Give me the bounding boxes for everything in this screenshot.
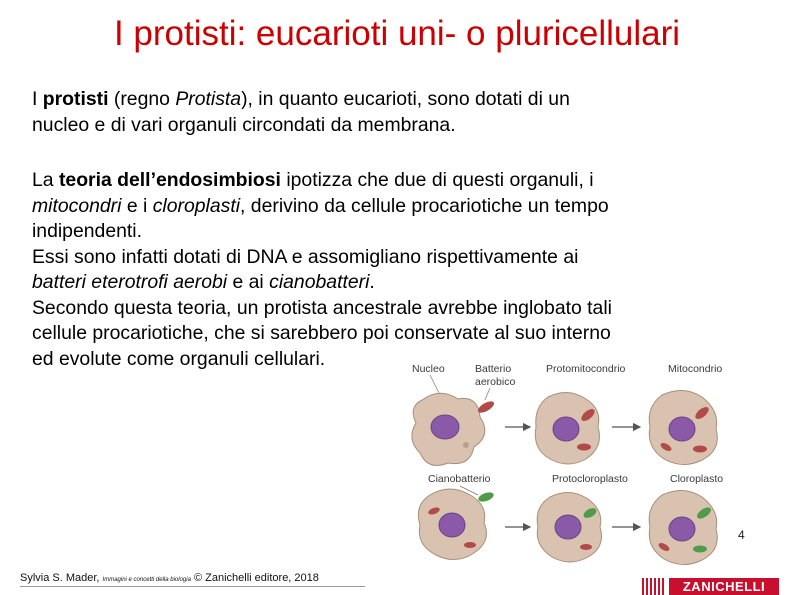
text-run: e ai	[227, 271, 270, 293]
text-run: ipotizza che due di questi organuli, i	[280, 169, 594, 191]
term-cloroplasti: cloroplasti	[152, 194, 241, 217]
term-protisti: protisti	[42, 88, 109, 110]
text-line: nucleo e di vari organuli circondati da membrana.	[32, 113, 456, 136]
label-protocloroplasto: Protocloroplasto	[552, 473, 628, 485]
text-run: .	[369, 271, 375, 293]
label-protomitocondrio: Protomitocondrio	[546, 363, 626, 375]
label-mitocondrio: Mitocondrio	[668, 363, 723, 375]
footer-credit	[20, 572, 319, 584]
text-line: Secondo questa teoria, un protista ancestrale avrebbe inglobato tali	[32, 296, 612, 319]
footer-book: Immagini e concetti della biologia	[102, 577, 191, 583]
term-cianobatteri: cianobatteri	[269, 271, 370, 293]
endosymbiosis-figure	[400, 355, 780, 580]
label-batterio-2: aerobico	[475, 376, 516, 388]
footer-divider	[20, 586, 365, 587]
text-run: La	[32, 169, 59, 191]
zanichelli-logo: ZANICHELLI	[669, 578, 779, 595]
text-run: , derivino da cellule procariotiche un tempo	[240, 194, 609, 217]
term-endosimbiosi: teoria dell’endosimbiosi	[58, 169, 281, 191]
mitocondrio-cell	[649, 390, 717, 464]
cyanobacterium	[477, 491, 495, 504]
footer-author: Sylvia S. Mader,	[20, 572, 103, 584]
page-number: 4	[738, 528, 745, 542]
ancestral-cell-2	[418, 489, 486, 560]
protomitocondrio-cell	[535, 392, 599, 464]
label-cianobatterio: Cianobatterio	[428, 473, 491, 485]
text-run: (regno	[108, 88, 176, 110]
text-line: Essi sono infatti dotati di DNA e assomigliano rispettivamente ai	[32, 245, 579, 268]
text-line: indipendenti.	[32, 220, 142, 242]
footer-publisher: © Zanichelli editore, 2018	[190, 572, 319, 584]
cloroplasto-cell	[649, 490, 717, 564]
endosymbiosis-paragraph	[32, 168, 772, 372]
text-run: I	[32, 88, 43, 110]
term-batteri-aerobi: batteri eterotrofi aerobi	[32, 271, 228, 293]
text-line: cellule procariotiche, che si sarebbero poi conservate al suo interno	[32, 322, 611, 344]
intro-paragraph	[32, 87, 772, 138]
logo-stripe-icon	[642, 578, 666, 595]
text-run: ), in quanto eucarioti, sono dotati di un	[241, 88, 570, 110]
slide-title: I protisti: eucarioti uni- o pluricellulari	[113, 14, 681, 53]
term-mitocondri: mitocondri	[32, 194, 122, 217]
label-nucleo: Nucleo	[412, 363, 445, 375]
term-protista: Protista	[175, 88, 242, 110]
label-batterio-1: Batterio	[475, 363, 512, 375]
label-cloroplasto: Cloroplasto	[670, 473, 724, 485]
ancestral-cell-1	[412, 393, 485, 465]
protocloroplasto-cell	[537, 492, 601, 562]
text-line: ed evolute come organuli cellulari.	[32, 347, 326, 370]
text-run: e i	[121, 194, 153, 217]
